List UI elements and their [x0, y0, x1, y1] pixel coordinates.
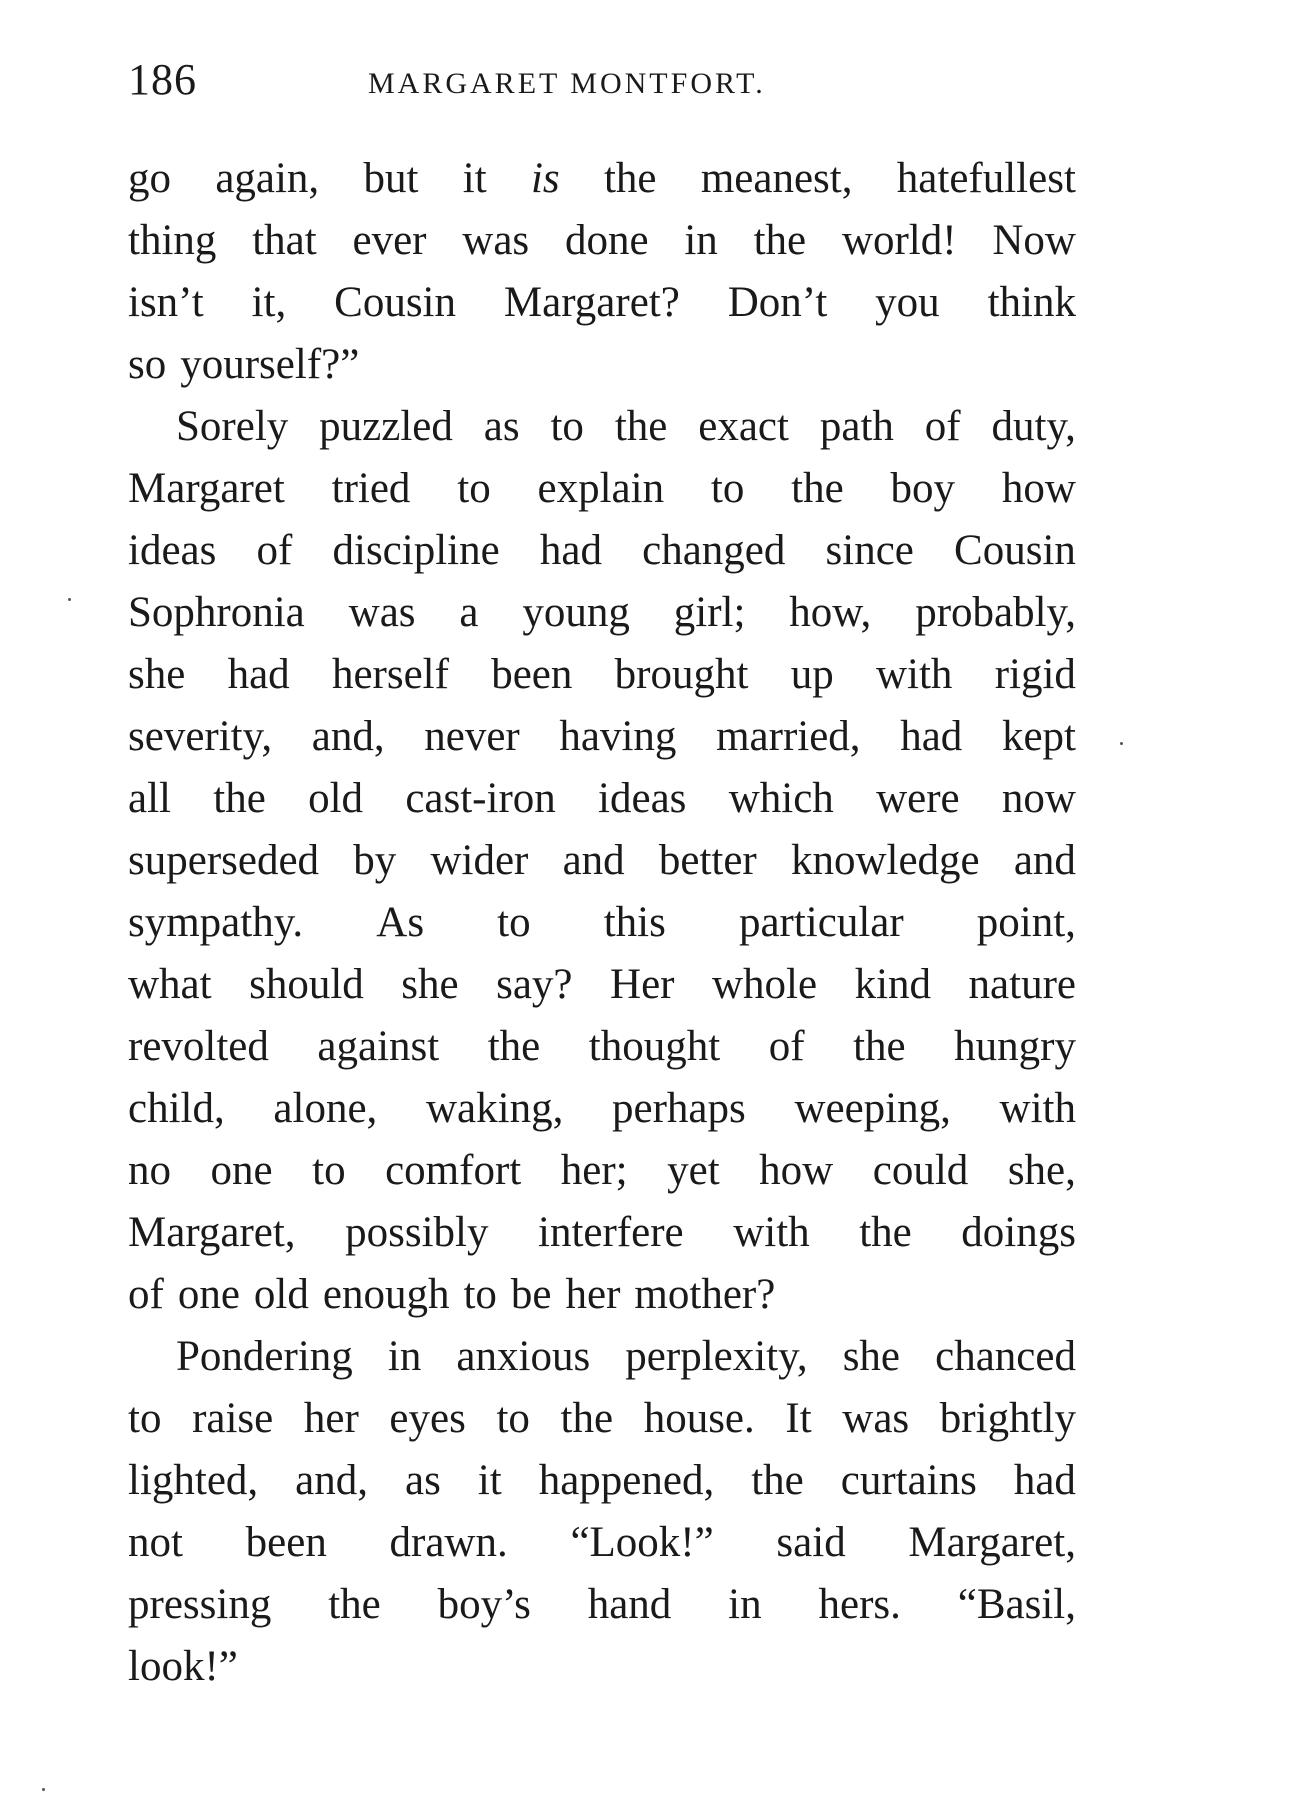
body-text [128, 148, 1076, 1698]
text-line: pressing the boy’s hand in hers. “Basil, [128, 1581, 1076, 1628]
text-line: of one old enough to be her mother? [128, 1271, 776, 1318]
text-line: look!” [128, 1643, 238, 1690]
text-line: thing that ever was done in the world! Now [128, 217, 1076, 264]
running-title: MARGARET MONTFORT. [368, 67, 766, 100]
text-line: no one to comfort her; yet how could she, [128, 1147, 1076, 1194]
text-line: isn’t it, Cousin Margaret? Don’t you think [128, 279, 1076, 326]
text-line: Sorely puzzled as to the exact path of duty, [176, 403, 1076, 450]
text-line: superseded by wider and better knowledge and [128, 837, 1076, 884]
paragraph [128, 1326, 1076, 1698]
text-line: go again, but it is the meanest, hatefullest [128, 155, 1076, 202]
scan-speck [68, 598, 71, 601]
text-line: what should she say? Her whole kind nature [128, 961, 1076, 1008]
text-line: severity, and, never having married, had kept [128, 713, 1076, 760]
scan-speck [1120, 742, 1123, 745]
text-line: to raise her eyes to the house. It was brightly [128, 1395, 1076, 1442]
text-line: revolted against the thought of the hungry [128, 1023, 1076, 1070]
text-line: Pondering in anxious perplexity, she chanced [176, 1333, 1076, 1380]
scan-speck [42, 1788, 45, 1791]
text-line: Margaret tried to explain to the boy how [128, 465, 1076, 512]
paragraph [128, 148, 1076, 396]
paragraph [128, 396, 1076, 1326]
text-line: ideas of discipline had changed since Cousin [128, 527, 1076, 574]
text-line: sympathy. As to this particular point, [128, 899, 1076, 946]
text-line: Margaret, possibly interfere with the doings [128, 1209, 1076, 1256]
text-line: so yourself?” [128, 341, 360, 388]
text-line: Sophronia was a young girl; how, probably, [128, 589, 1076, 636]
text-line: not been drawn. “Look!” said Margaret, [128, 1519, 1076, 1566]
page-number: 186 [128, 55, 197, 104]
running-head [128, 50, 1078, 110]
text-line: all the old cast-iron ideas which were now [128, 775, 1076, 822]
text-line: lighted, and, as it happened, the curtains had [128, 1457, 1076, 1504]
text-line: child, alone, waking, perhaps weeping, with [128, 1085, 1076, 1132]
text-line: she had herself been brought up with rigid [128, 651, 1076, 698]
